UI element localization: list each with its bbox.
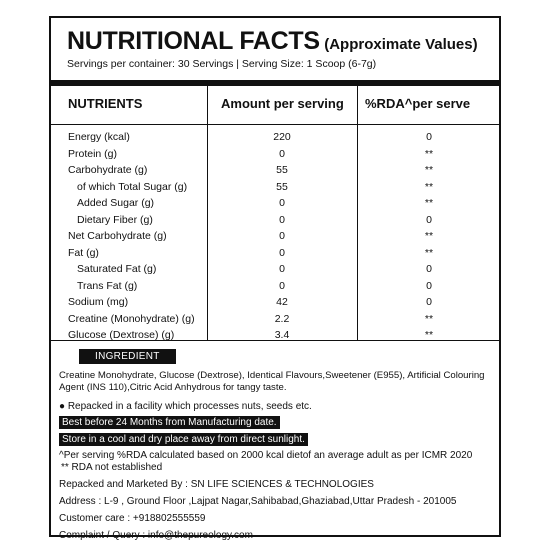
- nutrient-amount: 55: [276, 180, 288, 193]
- nutrient-amount: 0: [279, 279, 285, 292]
- table-row: [51, 213, 499, 230]
- nutrient-amount: 3.4: [274, 329, 290, 341]
- header-nutrients: NUTRIENTS: [68, 96, 143, 111]
- customer-care: Customer care : +918802555559: [59, 513, 206, 524]
- table-row: [51, 130, 499, 147]
- nutrient-rda: 0: [426, 131, 432, 143]
- nutrient-rda: **: [424, 230, 434, 242]
- storage-banner: Store in a cool and dry place away from direct sunlight.: [59, 433, 308, 446]
- nutrient-amount: 0: [279, 230, 285, 242]
- nutrient-name: Trans Fat (g): [77, 279, 138, 292]
- header-divider: [51, 124, 499, 125]
- nutrient-rda: **: [424, 329, 434, 341]
- table-header: [51, 86, 499, 124]
- nutrient-name: Added Sugar (g): [77, 197, 155, 209]
- nutrient-name: Glucose (Dextrose) (g): [68, 329, 175, 341]
- address: Address : L-9 , Ground Floor ,Lajpat Nagar,Sahibabad,Ghaziabad,Uttar Pradesh - 201005: [59, 496, 457, 507]
- table-row: [51, 229, 499, 246]
- nutrient-rda: 0: [426, 263, 432, 275]
- table-row: [51, 262, 499, 279]
- nutrient-rda: 0: [426, 279, 432, 292]
- nutrient-name: Dietary Fiber (g): [77, 213, 153, 226]
- nutrient-amount: 55: [276, 164, 288, 176]
- title-main: NUTRITIONAL FACTS: [67, 27, 320, 55]
- nutrient-amount: 0: [279, 197, 285, 209]
- nutrient-name: Sodium (mg): [68, 296, 129, 308]
- nutrient-name: Energy (kcal): [68, 131, 130, 143]
- table-row: [51, 163, 499, 180]
- table-row: [51, 295, 499, 312]
- table-row: [51, 246, 499, 263]
- ingredient-badge: INGREDIENT: [79, 349, 176, 364]
- nutrient-amount: 42: [276, 296, 288, 308]
- nutrient-name: Carbohydrate (g): [68, 164, 148, 176]
- nutrient-amount: 0: [279, 213, 285, 226]
- rda-note: ^Per serving %RDA calculated based on 2000 kcal dietof an average adult as per ICMR 2020: [59, 450, 473, 461]
- nutrient-rda: **: [424, 180, 434, 193]
- label-title: [67, 27, 478, 56]
- facility-note: ● Repacked in a facility which processes nuts, seeds etc.: [59, 401, 312, 412]
- table-row: [51, 147, 499, 164]
- complaint-query: Complaint / Query : info@thepureology.com: [59, 530, 253, 541]
- nutrient-name: Creatine (Monohydrate) (g): [68, 312, 195, 325]
- header-amount: Amount per serving: [221, 96, 344, 111]
- nutrient-amount: 2.2: [274, 312, 290, 325]
- nutrient-rda: 0: [426, 213, 432, 226]
- nutrient-name: Protein (g): [68, 147, 118, 160]
- best-before-banner: Best before 24 Months from Manufacturing date.: [59, 416, 280, 429]
- ingredient-text: Creatine Monohydrate, Glucose (Dextrose), Identical Flavours,Sweetener (E955), Artificial Colouring Agent (INS 110),Citric Acid Anhydrous for tangy taste.: [59, 370, 485, 393]
- table-row: [51, 312, 499, 329]
- marketed-by: Repacked and Marketed By : SN LIFE SCIENCES & TECHNOLOGIES: [59, 479, 374, 490]
- title-sub: (Approximate Values): [324, 36, 478, 53]
- table-row: [51, 328, 499, 345]
- table-row: [51, 279, 499, 296]
- nutrient-name: Fat (g): [68, 246, 99, 259]
- nutrient-rda: **: [424, 312, 434, 325]
- nutrient-amount: 0: [279, 246, 285, 259]
- label-details: [59, 349, 495, 541]
- nutrient-rows: [51, 130, 499, 345]
- nutrition-label: [49, 16, 501, 541]
- nutrient-rda: **: [424, 197, 434, 209]
- table-bottom-divider: [51, 340, 499, 341]
- header-rda: %RDA^per serve: [365, 96, 471, 111]
- nutrient-amount: 0: [279, 147, 285, 160]
- nutrient-name: Net Carbohydrate (g): [68, 230, 167, 242]
- nutrient-rda: **: [424, 147, 434, 160]
- rda-not-established: ** RDA not established: [61, 462, 163, 473]
- nutrient-rda: **: [424, 246, 434, 259]
- nutrient-rda: **: [424, 164, 434, 176]
- table-row: [51, 196, 499, 213]
- table-row: [51, 180, 499, 197]
- nutrient-name: Saturated Fat (g): [77, 263, 157, 275]
- nutrient-amount: 0: [279, 263, 285, 275]
- nutrient-rda: 0: [426, 296, 432, 308]
- servings-info: Servings per container: 30 Servings | Serving Size: 1 Scoop (6-7g): [67, 58, 377, 70]
- nutrient-name: of which Total Sugar (g): [77, 180, 188, 193]
- nutrient-amount: 220: [273, 131, 291, 143]
